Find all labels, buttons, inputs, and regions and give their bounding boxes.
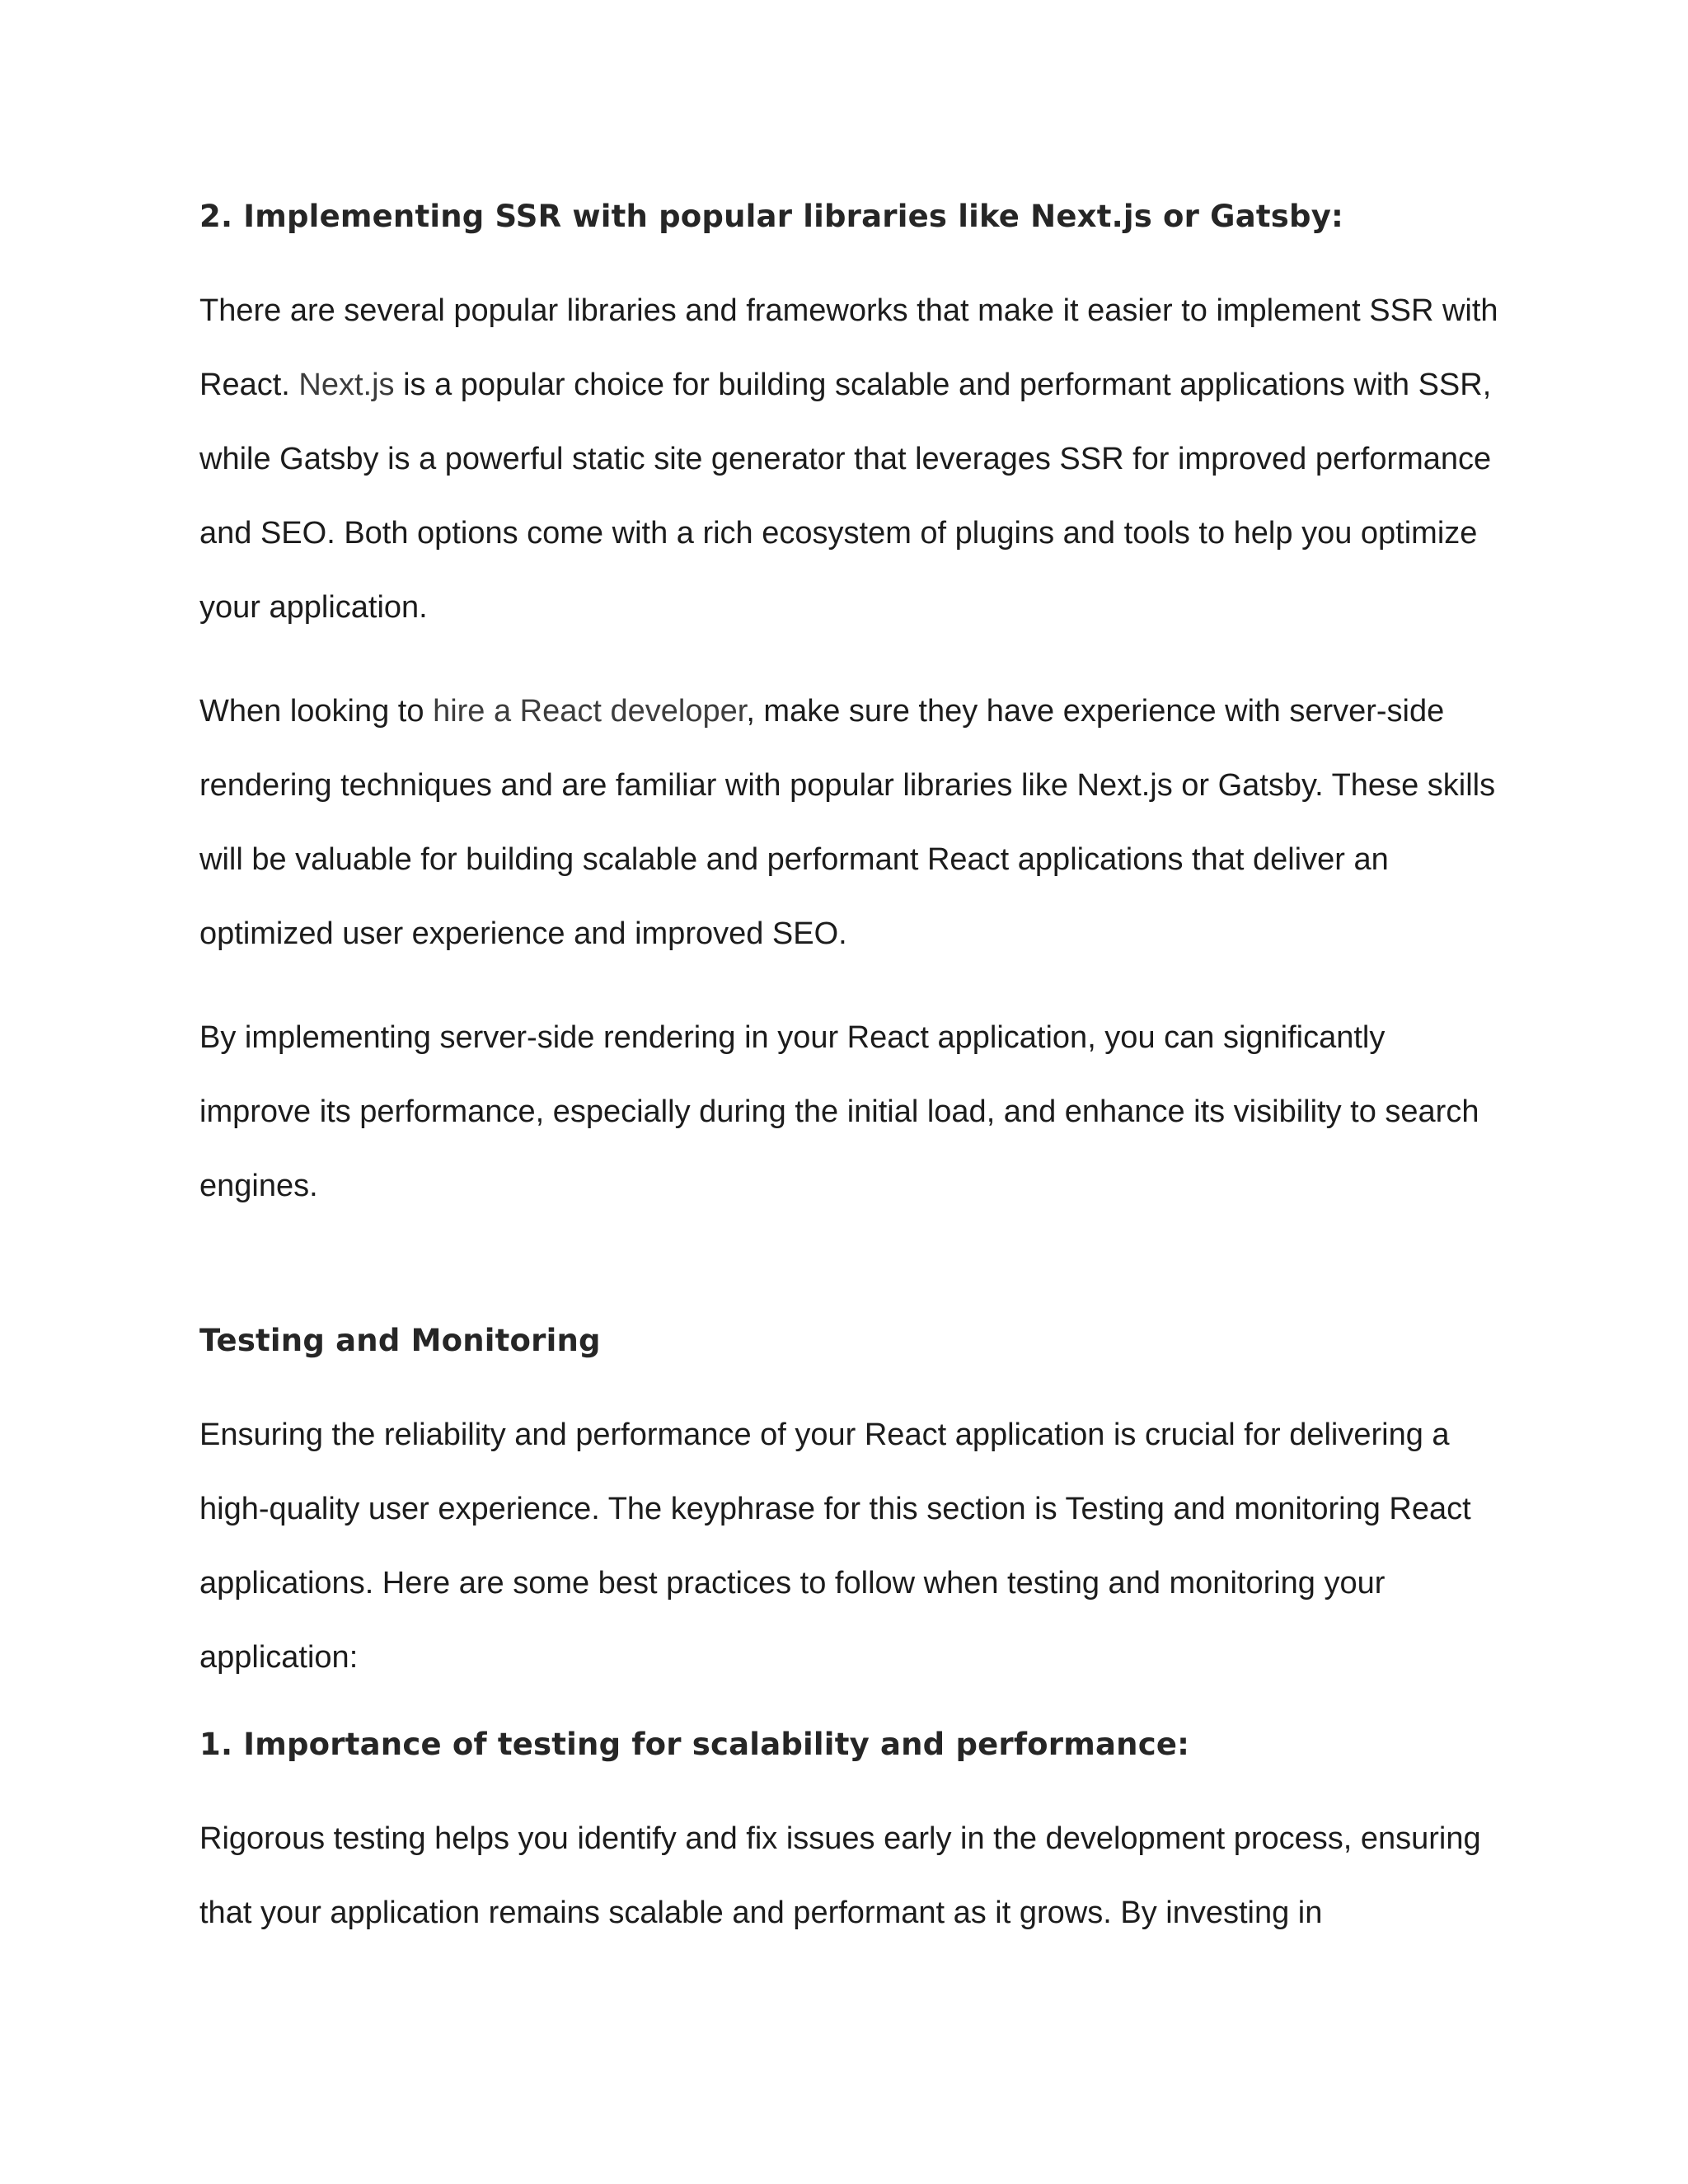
paragraph-text: , make sure they have experience with server-side rendering techniques and are familiar with popular libraries like Next.js or Gatsby. These skills will be valuable for building scalable and performant React applications that deliver an optimized user experience and improved SEO. xyxy=(199,694,1496,951)
paragraph-text: There are several popular libraries and frameworks that make it easier to implement SSR with React. xyxy=(199,293,1498,402)
paragraph-testing-intro: Ensuring the reliability and performance of your React application is crucial for delivering a high-quality user experience. The keyphrase for this section is Testing and monitoring React applications. Here are some best practices to follow when testing and monitoring your application: xyxy=(199,1418,1471,1675)
hire-react-developer-link[interactable]: hire a React developer xyxy=(433,694,747,729)
heading-importance-testing: 1. Importance of testing for scalability and performance: xyxy=(199,1727,1190,1762)
document-page xyxy=(199,196,1502,1950)
paragraph-text: When looking to xyxy=(199,694,434,729)
paragraph-rigorous-testing: Rigorous testing helps you identify and fix issues early in the development process, ensuring that your application remains scalable and performant as it grows. By investing in xyxy=(199,1821,1481,1930)
paragraph-ssr-libraries xyxy=(199,274,1502,644)
heading-testing-monitoring: Testing and Monitoring xyxy=(199,1323,601,1358)
paragraph-text: is a popular choice for building scalable and performant applications with SSR, while Gatsby is a powerful static site generator that leverages SSR for improved performance and SEO. Both options come with a rich ecosystem of plugins and tools to help you optimize your application. xyxy=(199,368,1492,625)
nextjs-link[interactable]: Next.js xyxy=(298,368,395,402)
heading-ssr-libraries: 2. Implementing SSR with popular libraries like Next.js or Gatsby: xyxy=(199,199,1344,234)
paragraph-hire-developer xyxy=(199,674,1502,971)
paragraph-ssr-summary: By implementing server-side rendering in your React application, you can significantly improve its performance, especially during the initial load, and enhance its visibility to search engines. xyxy=(199,1020,1479,1203)
